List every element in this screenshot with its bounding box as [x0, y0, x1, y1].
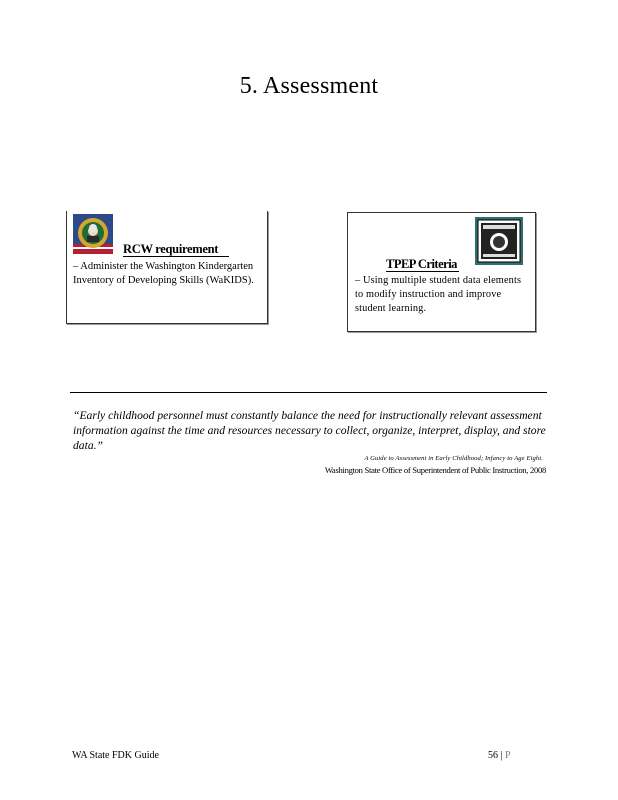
- tpep-text: – Using multiple student data elements to modify instruction and improve student learning.: [355, 275, 522, 314]
- rcw-requirement-box: [66, 211, 268, 324]
- tpep-criteria-box: [347, 212, 536, 332]
- page-label: P: [505, 750, 511, 761]
- quote-citation-title: A Guide to Assessment in Early Childhood; Infancy to Age Eight.: [364, 455, 543, 462]
- washington-state-seal-icon: [73, 214, 113, 254]
- footer-guide-title: WA State FDK Guide: [72, 750, 159, 761]
- footer-page-number: [488, 750, 511, 761]
- rcw-heading: RCW requirement: [123, 242, 229, 257]
- page-separator: |: [498, 750, 506, 761]
- page-title: 5. Assessment: [239, 73, 379, 99]
- horizontal-divider: [70, 392, 547, 393]
- page-number: 56: [488, 750, 498, 761]
- quote-citation-source: Washington State Office of Superintendent of Public Instruction, 2008: [324, 465, 546, 475]
- tpep-heading: TPEP Criteria: [386, 257, 459, 272]
- quote-text: “Early childhood personnel must constantly balance the need for instructionally relevant assessment information against the time and resources necessary to collect, organize, interpret, display, and store data.”: [73, 409, 546, 452]
- rcw-text: – Administer the Washington Kindergarten Inventory of Developing Skills (WaKIDS).: [73, 261, 254, 286]
- tpep-logo-icon: [475, 217, 523, 265]
